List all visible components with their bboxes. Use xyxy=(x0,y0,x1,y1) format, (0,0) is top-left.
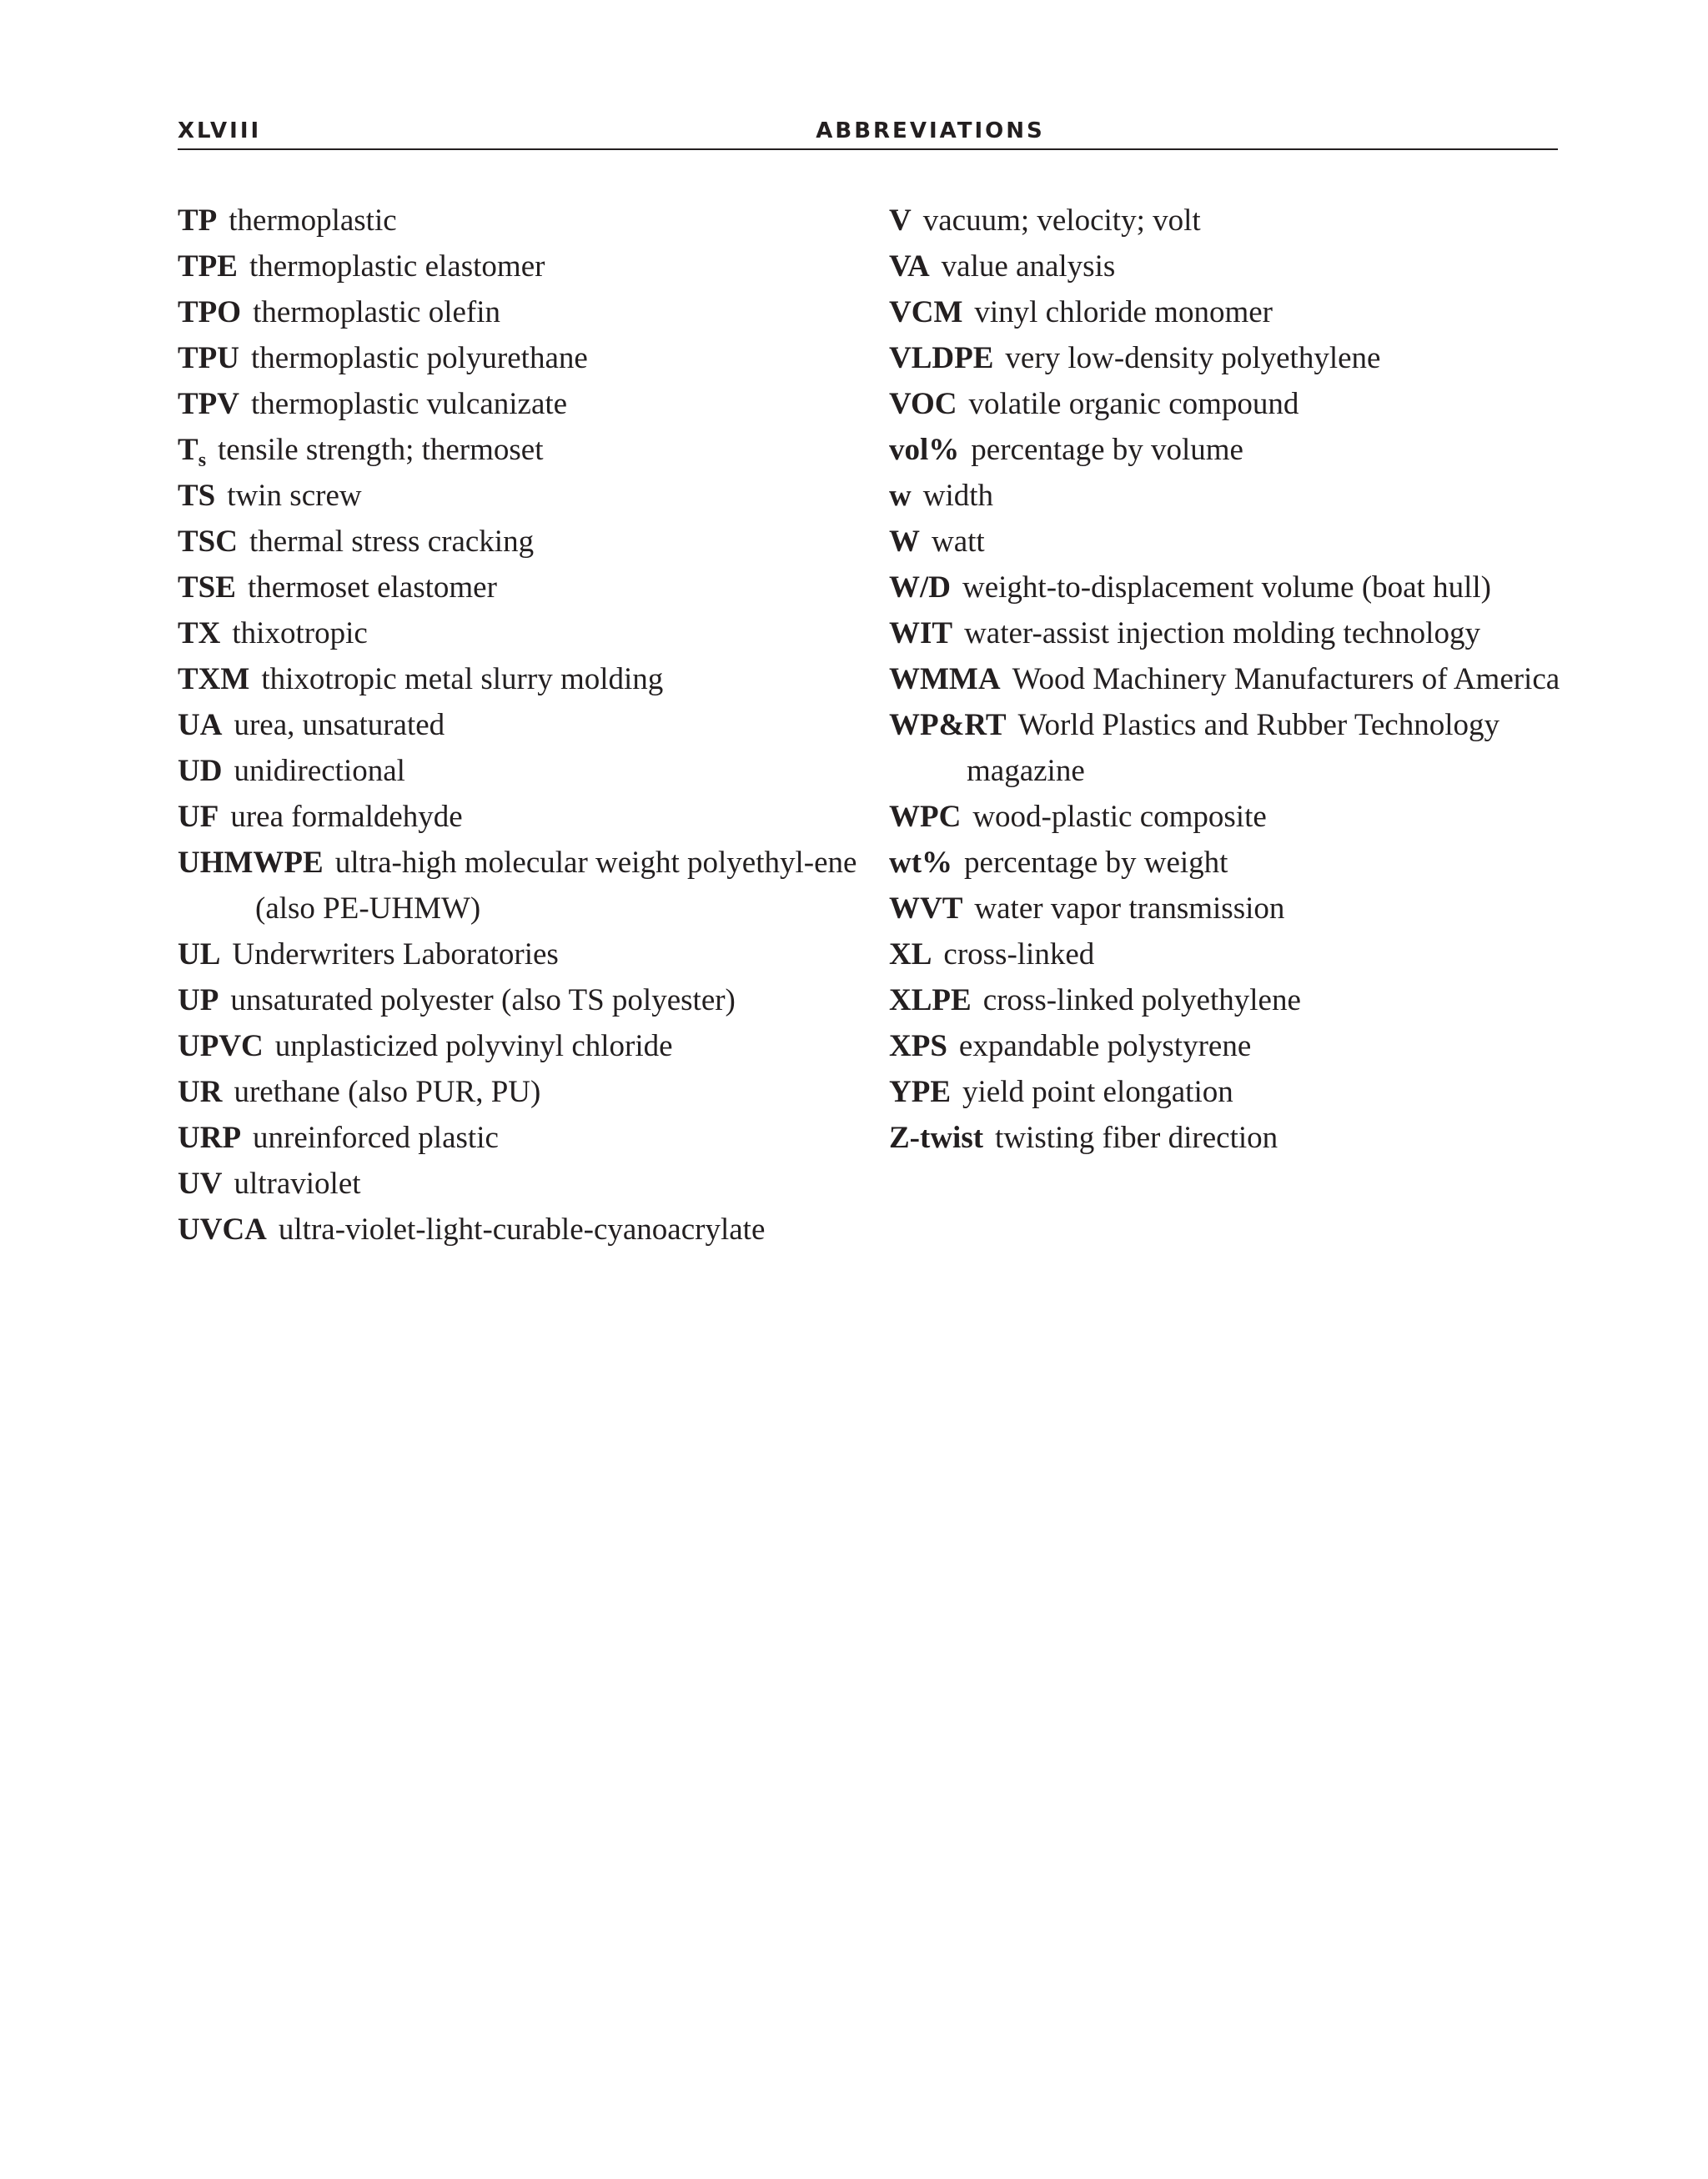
abbreviation-entry xyxy=(178,289,862,335)
abbreviation-entry xyxy=(178,473,862,519)
abbreviation-entry xyxy=(178,610,862,656)
abbreviation-term-text: XLPE xyxy=(889,983,972,1017)
abbreviation-definition: thermoplastic olefin xyxy=(253,295,501,329)
abbreviation-definition: unidirectional xyxy=(234,754,405,788)
abbreviation-term xyxy=(178,525,238,559)
abbreviation-entry xyxy=(889,427,1565,473)
abbreviation-term-text: Z-twist xyxy=(889,1121,984,1155)
abbreviation-definition: vacuum; velocity; volt xyxy=(922,203,1201,238)
abbreviation-definition: watt xyxy=(932,525,985,559)
abbreviation-term-text: TPE xyxy=(178,249,238,284)
abbreviation-definition: wood-plastic composite xyxy=(972,800,1267,834)
abbreviation-definition: thermal stress cracking xyxy=(249,525,535,559)
abbreviation-definition: thermoplastic xyxy=(229,203,397,238)
abbreviation-entry xyxy=(889,289,1565,335)
abbreviation-subscript: s xyxy=(198,449,207,471)
abbreviation-definition: value analysis xyxy=(941,249,1116,284)
abbreviation-term-text: WMMA xyxy=(889,662,1001,696)
abbreviation-term-text: VCM xyxy=(889,295,963,329)
abbreviation-definition: water vapor transmission xyxy=(974,891,1285,926)
abbreviation-term-text: UR xyxy=(178,1075,223,1109)
abbreviation-term-text: vol% xyxy=(889,433,960,467)
abbreviation-term-text: W/D xyxy=(889,570,951,605)
abbreviation-entry xyxy=(178,565,862,610)
abbreviation-term xyxy=(889,479,912,513)
abbreviation-term-text: wt% xyxy=(889,846,953,880)
abbreviation-term-text: WP&RT xyxy=(889,708,1007,742)
abbreviation-definition: thixotropic xyxy=(232,616,368,650)
abbreviation-definition: percentage by weight xyxy=(964,846,1228,880)
abbreviation-definition: vinyl chloride monomer xyxy=(974,295,1273,329)
abbreviation-term-text: UL xyxy=(178,937,221,972)
abbreviation-term-text: UV xyxy=(178,1167,223,1201)
left-column xyxy=(178,198,862,1253)
abbreviation-entry xyxy=(178,931,862,977)
abbreviation-entry xyxy=(889,840,1565,886)
abbreviation-term-text: W xyxy=(889,525,920,559)
abbreviation-term xyxy=(889,1029,947,1063)
abbreviation-entry xyxy=(889,1069,1565,1115)
abbreviation-term-text: UPVC xyxy=(178,1029,264,1063)
abbreviation-definition: urethane (also PUR, PU) xyxy=(234,1075,541,1109)
abbreviation-definition: twin screw xyxy=(227,479,362,513)
abbreviation-term xyxy=(889,249,930,284)
abbreviation-term-text: TSC xyxy=(178,525,238,559)
abbreviation-term xyxy=(889,525,920,559)
abbreviation-entry xyxy=(178,840,862,931)
abbreviation-term-text: TP xyxy=(178,203,218,238)
abbreviation-entry xyxy=(178,1115,862,1161)
abbreviation-definition: unreinforced plastic xyxy=(253,1121,499,1155)
abbreviation-term xyxy=(889,433,959,467)
abbreviation-term xyxy=(178,1075,222,1109)
abbreviation-term xyxy=(178,754,222,788)
abbreviation-term xyxy=(178,341,239,375)
abbreviation-term xyxy=(889,570,951,605)
abbreviation-entry xyxy=(889,794,1565,840)
abbreviation-term xyxy=(178,479,215,513)
abbreviation-term xyxy=(889,616,952,650)
abbreviation-definition: volatile organic compound xyxy=(968,387,1299,421)
page-number: XLVIII xyxy=(178,118,262,143)
abbreviation-term xyxy=(889,1075,951,1109)
abbreviation-entry xyxy=(178,1069,862,1115)
abbreviation-term-text: XPS xyxy=(889,1029,947,1063)
abbreviation-term-text: WVT xyxy=(889,891,963,926)
abbreviation-definition: thermoplastic vulcanizate xyxy=(251,387,568,421)
abbreviation-definition: percentage by volume xyxy=(971,433,1243,467)
abbreviation-term xyxy=(889,800,961,834)
abbreviation-definition: very low-density polyethylene xyxy=(1005,341,1381,375)
abbreviation-term xyxy=(178,249,238,284)
abbreviation-definition: thermoplastic polyurethane xyxy=(251,341,588,375)
abbreviation-definition: width xyxy=(922,479,994,513)
abbreviation-term-text: V xyxy=(889,203,912,238)
abbreviation-definition: World Plastics and Rubber Technology magazine xyxy=(967,708,1500,788)
abbreviation-term-text: TPU xyxy=(178,341,239,375)
abbreviation-entry xyxy=(178,1023,862,1069)
abbreviation-term xyxy=(178,433,207,471)
abbreviation-definition: urea, unsaturated xyxy=(234,708,445,742)
abbreviation-definition: Wood Machinery Manufacturers of America xyxy=(1012,662,1560,696)
abbreviation-entry xyxy=(889,977,1565,1023)
running-head: ABBREVIATIONS xyxy=(816,118,1045,143)
abbreviation-term-text: VOC xyxy=(889,387,957,421)
abbreviation-term xyxy=(889,937,932,972)
abbreviation-term-text: UVCA xyxy=(178,1213,267,1247)
abbreviation-entry xyxy=(178,519,862,565)
abbreviation-term-text: YPE xyxy=(889,1075,951,1109)
abbreviation-term xyxy=(889,387,957,421)
abbreviation-definition: thermoset elastomer xyxy=(247,570,497,605)
abbreviation-term-text: T xyxy=(178,433,198,467)
abbreviation-term xyxy=(178,1029,264,1063)
abbreviation-term xyxy=(889,203,912,238)
abbreviation-term xyxy=(889,891,962,926)
abbreviation-entry xyxy=(889,381,1565,427)
abbreviation-entry xyxy=(889,610,1565,656)
abbreviation-term-text: TPO xyxy=(178,295,242,329)
abbreviation-term xyxy=(178,1213,267,1247)
abbreviation-term xyxy=(889,295,962,329)
abbreviation-term-text: TPV xyxy=(178,387,239,421)
abbreviation-term xyxy=(178,662,249,696)
abbreviation-entry xyxy=(889,519,1565,565)
abbreviation-term-text: UD xyxy=(178,754,223,788)
abbreviation-definition: water-assist injection molding technology xyxy=(964,616,1480,650)
abbreviation-term xyxy=(178,570,236,605)
abbreviation-entry xyxy=(889,886,1565,931)
abbreviation-entry xyxy=(178,198,862,244)
abbreviation-term-text: TX xyxy=(178,616,221,650)
abbreviation-term xyxy=(889,983,972,1017)
abbreviation-entry xyxy=(889,702,1565,794)
abbreviation-entry xyxy=(178,748,862,794)
abbreviation-entry xyxy=(178,794,862,840)
abbreviation-term-text: TS xyxy=(178,479,216,513)
abbreviation-term-text: XL xyxy=(889,937,932,972)
abbreviation-entry xyxy=(889,1023,1565,1069)
abbreviation-term xyxy=(178,937,220,972)
abbreviation-term-text: WIT xyxy=(889,616,953,650)
abbreviation-entry xyxy=(178,702,862,748)
abbreviation-entry xyxy=(889,931,1565,977)
abbreviation-entry xyxy=(178,335,862,381)
abbreviation-definition: tensile strength; thermoset xyxy=(218,433,544,467)
abbreviation-term xyxy=(178,983,219,1017)
abbreviation-term xyxy=(178,846,324,880)
abbreviation-definition: cross-linked polyethylene xyxy=(982,983,1301,1017)
abbreviation-definition: ultra-violet-light-curable-cyanoacrylate xyxy=(278,1213,766,1247)
abbreviation-entry xyxy=(178,244,862,289)
abbreviation-term xyxy=(178,800,219,834)
abbreviation-term xyxy=(889,1121,983,1155)
abbreviation-term xyxy=(178,616,220,650)
abbreviation-term-text: VLDPE xyxy=(889,341,994,375)
abbreviation-term-text: UP xyxy=(178,983,219,1017)
abbreviation-definition: cross-linked xyxy=(943,937,1095,972)
abbreviation-entry xyxy=(889,656,1565,702)
abbreviation-term-text: UHMWPE xyxy=(178,846,324,880)
abbreviation-entry xyxy=(178,1207,862,1253)
abbreviation-term xyxy=(889,708,1007,742)
abbreviation-entry xyxy=(889,198,1565,244)
abbreviation-entry xyxy=(178,656,862,702)
abbreviation-definition: twisting fiber direction xyxy=(995,1121,1278,1155)
abbreviation-term xyxy=(178,1121,241,1155)
abbreviation-term-text: TXM xyxy=(178,662,250,696)
abbreviation-term-text: URP xyxy=(178,1121,242,1155)
abbreviation-entry xyxy=(178,381,862,427)
abbreviation-entry xyxy=(889,565,1565,610)
abbreviation-term xyxy=(889,846,952,880)
abbreviation-entry xyxy=(178,427,862,473)
abbreviation-term xyxy=(178,387,239,421)
abbreviation-entry xyxy=(889,335,1565,381)
abbreviation-term-text: UF xyxy=(178,800,219,834)
abbreviation-definition: unplasticized polyvinyl chloride xyxy=(274,1029,673,1063)
abbreviation-definition: ultra-high molecular weight polyethyl-ene (also PE-UHMW) xyxy=(255,846,857,926)
abbreviation-term xyxy=(178,1167,222,1201)
abbreviation-entry xyxy=(178,1161,862,1207)
abbreviation-term-text: UA xyxy=(178,708,223,742)
abbreviation-term-text: TSE xyxy=(178,570,236,605)
abbreviation-term-text: w xyxy=(889,479,912,513)
abbreviation-term xyxy=(178,295,241,329)
abbreviation-definition: thermoplastic elastomer xyxy=(249,249,545,284)
right-column xyxy=(889,198,1565,1161)
abbreviation-term xyxy=(889,662,1001,696)
abbreviation-entry xyxy=(889,1115,1565,1161)
abbreviation-definition: weight-to-displacement volume (boat hull) xyxy=(962,570,1491,605)
abbreviation-entry xyxy=(889,244,1565,289)
abbreviation-definition: urea formaldehyde xyxy=(230,800,463,834)
page-header xyxy=(178,117,1558,150)
abbreviation-definition: ultraviolet xyxy=(234,1167,361,1201)
abbreviation-entry xyxy=(178,977,862,1023)
abbreviation-definition: Underwriters Laboratories xyxy=(232,937,559,972)
abbreviation-term xyxy=(889,341,993,375)
abbreviation-definition: yield point elongation xyxy=(962,1075,1233,1109)
abbreviation-term-text: WPC xyxy=(889,800,962,834)
abbreviation-definition: thixotropic metal slurry molding xyxy=(261,662,664,696)
abbreviation-definition: expandable polystyrene xyxy=(958,1029,1252,1063)
abbreviation-term xyxy=(178,708,222,742)
abbreviation-definition: unsaturated polyester (also TS polyester) xyxy=(230,983,736,1017)
abbreviation-term-text: VA xyxy=(889,249,930,284)
abbreviation-entry xyxy=(889,473,1565,519)
abbreviation-term xyxy=(178,203,217,238)
